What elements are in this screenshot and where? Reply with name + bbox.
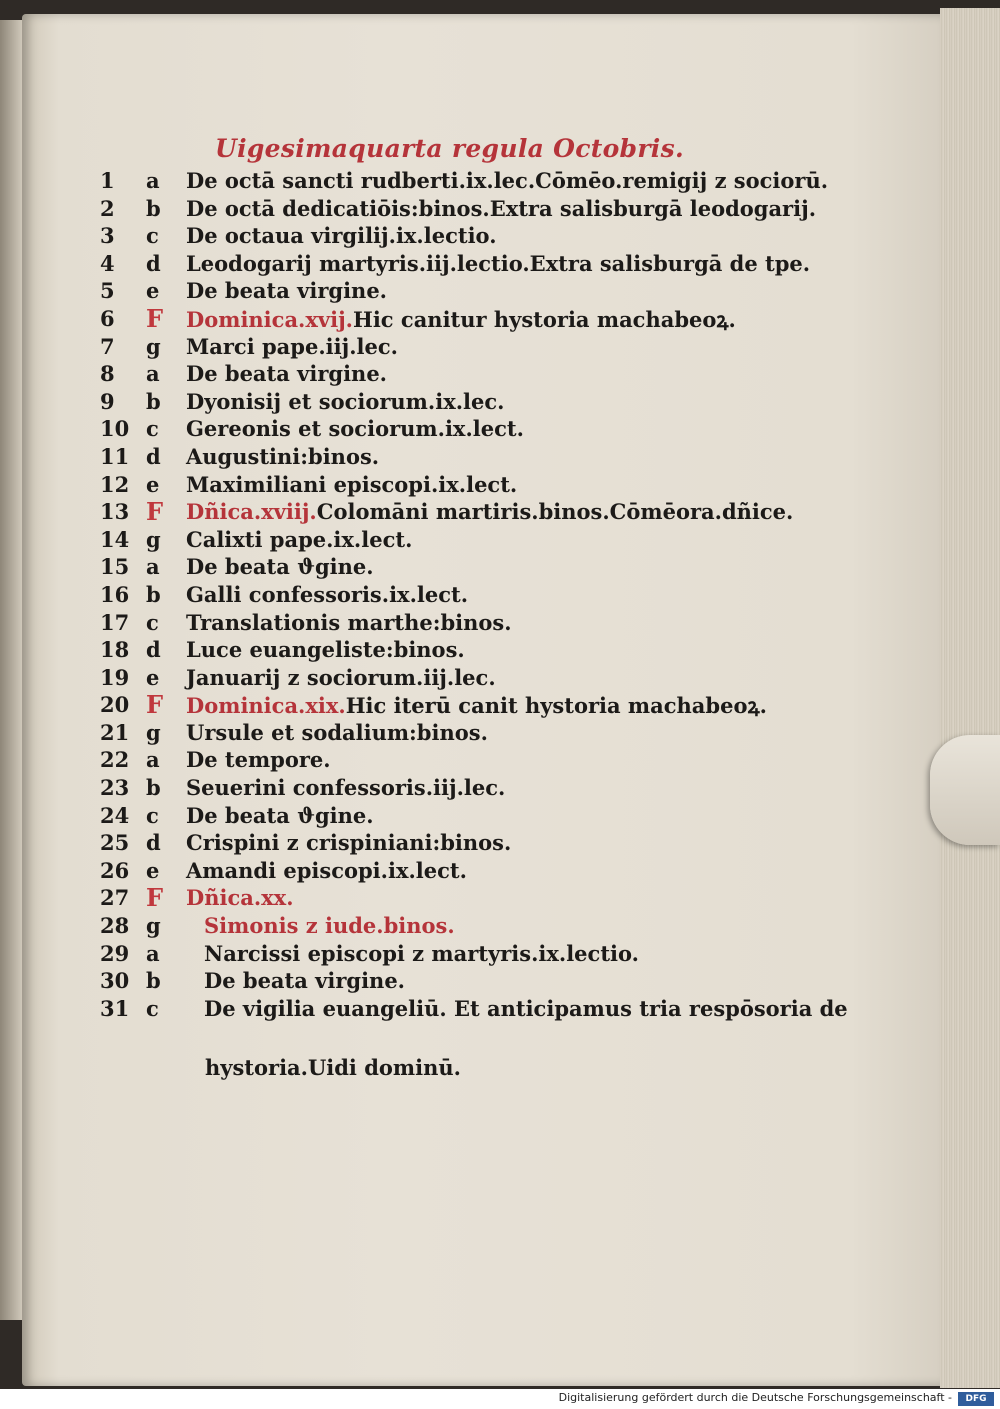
entry-text: [186, 803, 374, 828]
entry-text: [186, 278, 387, 303]
footer-credit: Digitalisierung gefördert durch die Deutsche Forschungsgemeinschaft -: [558, 1391, 952, 1404]
dominical-letter: b: [146, 388, 161, 414]
dominical-letter: e: [146, 471, 160, 497]
calendar-row: [100, 497, 840, 525]
rubric-text: Dominica.xvij.: [186, 306, 353, 332]
day-number: 12: [100, 471, 130, 497]
entry-body: Luce euangeliste:binos.: [186, 637, 465, 663]
entry-text: [186, 775, 505, 800]
entry-text: [186, 747, 331, 772]
dominical-letter: a: [146, 940, 160, 966]
day-number: 3: [100, 223, 115, 249]
entry-body: De beata ϑgine.: [186, 554, 374, 580]
calendar-row: [100, 249, 840, 277]
page-heading: Uigesimaquarta regula Octobris.: [215, 134, 684, 163]
entry-body: De octā dedicatiōis:binos.Extra salisburgā leodogarij.: [186, 195, 817, 221]
calendar-row: [100, 994, 848, 1022]
entry-text: [186, 196, 816, 221]
entry-body: De beata virgine.: [186, 361, 387, 387]
page-fore-edge: [940, 8, 1000, 1388]
day-number: 5: [100, 278, 115, 304]
entry-body: Dyonisij et sociorum.ix.lec.: [186, 388, 505, 414]
entry-text: [186, 223, 497, 248]
entry-text: [186, 472, 517, 497]
entry-text: [186, 665, 496, 690]
day-number: 18: [100, 637, 130, 663]
entry-body: Calixti pape.ix.lect.: [186, 526, 413, 552]
calendar-row: [100, 745, 840, 773]
calendar-row: [100, 580, 840, 608]
calendar-row: [100, 525, 840, 553]
day-number: 10: [100, 416, 130, 442]
dominical-letter: c: [146, 802, 159, 828]
continuation-line: hystoria.Uidi dominū.: [205, 1055, 461, 1080]
calendar-row: [100, 690, 840, 718]
dominical-letter: g: [146, 526, 161, 552]
calendar-row: [100, 883, 840, 911]
calendar-row: [100, 635, 840, 663]
calendar-row: [100, 966, 840, 994]
day-number: 9: [100, 388, 115, 414]
dominical-letter: e: [146, 278, 160, 304]
entry-body: De octaua virgilij.ix.lectio.: [186, 223, 497, 249]
calendar-row: [100, 221, 840, 249]
entry-text: [186, 858, 467, 883]
calendar-row: [100, 718, 840, 746]
dominical-letter: a: [146, 361, 160, 387]
dominical-letter: d: [146, 830, 161, 856]
calendar-row: [100, 166, 840, 194]
dominical-letter: d: [146, 443, 161, 469]
calendar-row: [100, 939, 840, 967]
day-number: 20: [100, 692, 130, 718]
entry-body: De tempore.: [186, 747, 331, 773]
calendar-row: [100, 856, 840, 884]
dominical-letter: e: [146, 857, 160, 883]
day-number: 31: [100, 995, 130, 1021]
calendar-row: [100, 773, 840, 801]
entry-body: Translationis marthe:binos.: [186, 609, 512, 635]
day-number: 19: [100, 664, 130, 690]
dominical-letter: d: [146, 637, 161, 663]
day-number: 15: [100, 554, 130, 580]
dominical-letter: c: [146, 609, 159, 635]
entry-body: De beata virgine.: [204, 968, 405, 994]
entry-body: Galli confessoris.ix.lect.: [186, 581, 469, 607]
rubric-text: Simonis z iude.binos.: [204, 913, 455, 939]
dominical-letter: g: [146, 913, 161, 939]
entry-text: [186, 554, 374, 579]
calendar-entries: [100, 166, 848, 1021]
entry-body: Gereonis et sociorum.ix.lect.: [186, 416, 524, 442]
calendar-row: [100, 442, 840, 470]
calendar-row: [100, 552, 840, 580]
calendar-row: [100, 332, 840, 360]
entry-text: [186, 499, 793, 524]
dfg-logo[interactable]: DFG: [958, 1392, 994, 1406]
dominical-letter: F: [146, 883, 164, 913]
day-number: 16: [100, 581, 130, 607]
day-number: 21: [100, 719, 130, 745]
entry-body: De beata ϑgine.: [186, 802, 374, 828]
entry-text: [186, 637, 465, 662]
entry-body: Marci pape.iij.lec.: [186, 333, 398, 359]
rubric-text: Dominica.xix.: [186, 693, 346, 719]
entry-text: [204, 913, 455, 938]
dominical-letter: c: [146, 223, 159, 249]
entry-text: [204, 996, 848, 1021]
entry-body: Januarij z sociorum.iij.lec.: [186, 664, 496, 690]
entry-text: [204, 968, 405, 993]
entry-text: [186, 361, 387, 386]
day-number: 27: [100, 885, 130, 911]
dominical-letter: c: [146, 995, 159, 1021]
dominical-letter: a: [146, 168, 160, 193]
dominical-letter: g: [146, 333, 161, 359]
day-number: 13: [100, 499, 130, 525]
calendar-row: [100, 194, 840, 222]
entry-text: [186, 444, 379, 469]
book-clip: [930, 735, 1000, 845]
dominical-letter: a: [146, 747, 160, 773]
day-number: 6: [100, 305, 115, 331]
day-number: 30: [100, 968, 130, 994]
entry-body: De octā sancti rudberti.ix.lec.Cōmēo.remigij z sociorū.: [186, 168, 829, 193]
day-number: 4: [100, 250, 115, 276]
calendar-row: [100, 828, 840, 856]
entry-body: Augustini:binos.: [186, 443, 380, 469]
entry-text: [186, 582, 468, 607]
day-number: 1: [100, 168, 115, 193]
day-number: 23: [100, 775, 130, 801]
day-number: 29: [100, 940, 130, 966]
entry-body: Amandi episcopi.ix.lect.: [186, 857, 467, 883]
entry-text: [186, 527, 412, 552]
day-number: 7: [100, 333, 115, 359]
entry-body: Leodogarij martyris.iij.lectio.Extra salisburgā de tpe.: [186, 250, 811, 276]
dominical-letter: F: [146, 303, 164, 333]
calendar-row: [100, 470, 840, 498]
day-number: 8: [100, 361, 115, 387]
day-number: 25: [100, 830, 130, 856]
entry-text: [186, 885, 294, 910]
entry-body: Crispini z crispiniani:binos.: [186, 830, 512, 856]
entry-body: De beata virgine.: [186, 278, 387, 304]
entry-body: Narcissi episcopi z martyris.ix.lectio.: [204, 940, 639, 966]
entry-body: Hic iterū canit hystoria machabeoꝝ.: [345, 693, 767, 719]
day-number: 22: [100, 747, 130, 773]
dominical-letter: F: [146, 690, 164, 720]
day-number: 2: [100, 195, 115, 221]
entry-text: [186, 389, 504, 414]
day-number: 26: [100, 857, 130, 883]
calendar-row: [100, 663, 840, 691]
entry-body: Seuerini confessoris.iij.lec.: [186, 775, 506, 801]
entry-body: De vigilia euangeliū. Et anticipamus tria respōsoria de: [204, 995, 848, 1021]
calendar-row: [100, 359, 840, 387]
day-number: 17: [100, 609, 130, 635]
entry-text: [186, 251, 810, 276]
calendar-row: [100, 387, 840, 415]
rubric-text: Dñica.xviij.: [186, 499, 317, 525]
calendar-row: [100, 276, 840, 304]
calendar-row: [100, 304, 840, 332]
entry-body: Hic canitur hystoria machabeoꝝ.: [352, 306, 736, 332]
entry-text: [186, 416, 524, 441]
dominical-letter: b: [146, 775, 161, 801]
day-number: 24: [100, 802, 130, 828]
entry-text: [186, 306, 736, 334]
entry-body: Colomāni martiris.binos.Cōmēora.dñice.: [316, 499, 794, 525]
dominical-letter: c: [146, 416, 159, 442]
entry-text: [204, 941, 639, 966]
dominical-letter: F: [146, 497, 164, 527]
calendar-row: [100, 801, 840, 829]
footer-bar: [0, 1389, 1000, 1409]
entry-text: [186, 720, 488, 745]
entry-text: [186, 610, 512, 635]
entry-text: [186, 168, 828, 193]
dominical-letter: d: [146, 250, 161, 276]
dominical-letter: b: [146, 968, 161, 994]
entry-text: [186, 334, 398, 359]
dominical-letter: g: [146, 719, 161, 745]
left-page-edge: [0, 20, 22, 1320]
entry-text: [186, 692, 767, 720]
dominical-letter: b: [146, 581, 161, 607]
day-number: 28: [100, 913, 130, 939]
dominical-letter: e: [146, 664, 160, 690]
entry-text: [186, 830, 511, 855]
rubric-text: Dñica.xx.: [186, 885, 294, 911]
dominical-letter: a: [146, 554, 160, 580]
entry-body: Ursule et sodalium:binos.: [186, 719, 488, 745]
calendar-row: [100, 414, 840, 442]
calendar-row: [100, 608, 840, 636]
dominical-letter: b: [146, 195, 161, 221]
calendar-row: [100, 911, 840, 939]
day-number: 11: [100, 443, 130, 469]
entry-body: Maximiliani episcopi.ix.lect.: [186, 471, 518, 497]
day-number: 14: [100, 526, 130, 552]
